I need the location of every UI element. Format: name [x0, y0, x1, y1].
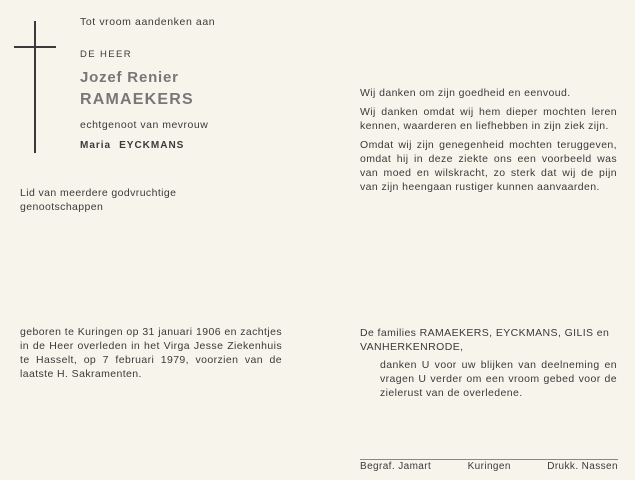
spouse-intro: echtgenoot van mevrouw — [80, 119, 209, 131]
thanks-paragraph-3: Omdat wij zijn genegenheid mochten teruggeven, omdat hij in deze ziekte ons een voorbeeld was van moed en wilskracht, zo sterk dat wij de pijn van zijn heengaan rustiger kunnen aanvaarden. — [360, 139, 617, 193]
footer-printer: Drukk. Nassen — [547, 461, 618, 472]
intro-text: Tot vroom aandenken aan — [80, 16, 216, 28]
footer-divider — [360, 459, 618, 460]
footer-place: Kuringen — [467, 461, 511, 472]
thanks-paragraph-2: Wij danken omdat wij hem dieper mochten leren kennen, waarderen en liefhebben in zijn ziek zijn. — [360, 106, 617, 132]
families-names: De families RAMAEKERS, EYCKMANS, GILIS en VANHERKENRODE, — [360, 327, 610, 353]
footer-undertaker: Begraf. Jamart — [360, 461, 432, 472]
cross-icon-bar — [14, 46, 56, 48]
spouse-first-name: Maria — [80, 140, 112, 151]
birth-death-text: geboren te Kuringen op 31 januari 1906 en zachtjes in de Heer overleden in het Virga Jesse Ziekenhuis te Hasselt, op 7 februari 1979, voorzien van de laatste H. Sakramenten. — [20, 326, 282, 380]
spouse-surname: EYCKMANS — [119, 140, 185, 151]
spouse-name — [80, 141, 184, 151]
cross-icon — [34, 21, 36, 153]
families-section — [360, 326, 617, 400]
title-text: DE HEER — [80, 49, 133, 60]
footer — [360, 461, 618, 472]
thanks-paragraph-1: Wij danken om zijn goedheid en eenvoud. — [360, 87, 571, 99]
families-message: danken U voor uw blijken van deelneming en vragen U verder om een vroom gebed voor de zielerust van de overledene. — [380, 359, 617, 399]
deceased-surname: RAMAEKERS — [80, 91, 194, 108]
societies-text: Lid van meerdere godvruchtige genootschappen — [20, 187, 177, 213]
deceased-first-names: Jozef Renier — [80, 69, 179, 86]
thanks-section — [360, 86, 617, 199]
